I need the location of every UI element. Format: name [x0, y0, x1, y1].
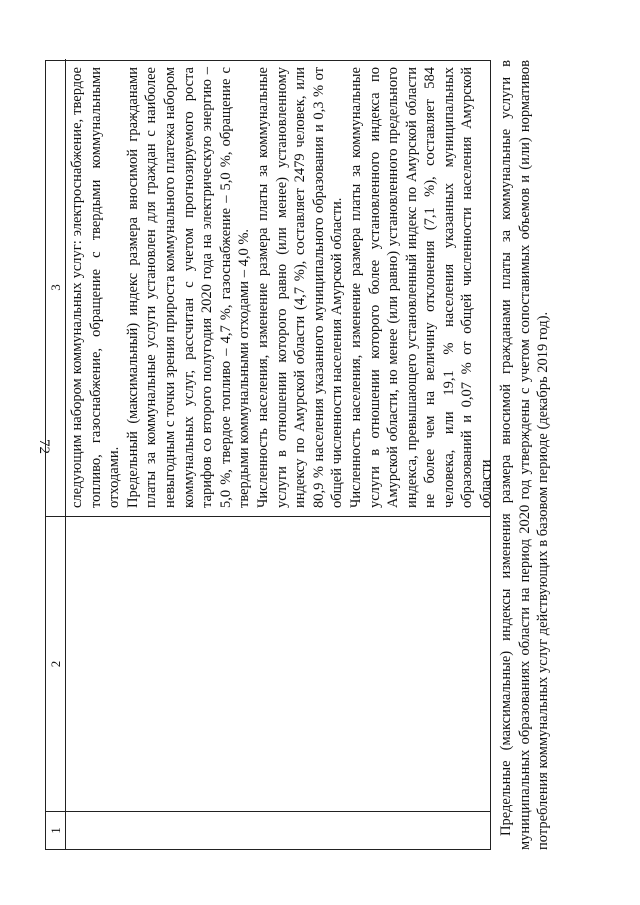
- data-table: [45, 60, 495, 850]
- page-number: 72: [36, 439, 52, 454]
- table-header-col-2: 2: [46, 516, 66, 811]
- paragraph-max-index: Предельный (максимальный) индекс размера вносимой гражданами платы за коммунальные услуги установлен для граждан с наиболее невыгодным с точки зрения прироста коммунального платежа набором коммунальных услуг, рассчитан с учетом прогнозируемого роста тарифов со второго полугодия 2020 года на электрическую энергию – 5,0 %, твердое топливо – 4,7 %, газоснабжение – 5,0 %, обращение с твердыми коммунальными отходами – 4,0 %.: [124, 67, 253, 508]
- table-header-col-1: 1: [46, 811, 66, 849]
- rotated-content: [45, 60, 595, 850]
- footnote: Предельные (максимальные) индексы изменения размера вносимой гражданами платы за коммунальные услуги в муниципальных образованиях области на период 2020 год утверждены с учетом сопоставимых объемов и (или) нормативов потребления коммунальных услуг действующих в базовом периоде (декабрь 2019 год).: [498, 60, 552, 850]
- table-cell-col-2: [66, 516, 490, 811]
- table-cell-col-3: [66, 61, 495, 516]
- paragraph-population-above: Численность населения, изменение размера платы за коммунальные услуги в отношении которого более установленного индекса по Амурской области, но менее (или равно) установленного предельного индекса, превышающего установленный индекс по Амурской области не более чем на величину отклонения (7,1 %), составляет 584 человека, или 19,1 % населения указанных муниципальных образований и 0,07 % от общей численности населения Амурской области: [347, 67, 495, 508]
- table-cell-col-1: [66, 811, 490, 849]
- paragraph-utility-set: следующим набором коммунальных услуг: электроснабжение, твердое топливо, газоснабжение, обращение с твердыми коммунальными отходами.: [69, 67, 123, 508]
- paragraph-population-equal: Численность населения, изменение размера платы за коммунальные услуги в отношении которого равно (или менее) установленному индексу по Амурской области (4,7 %), составляет 2479 человек, или 80,9 % населения указанного муниципального образования и 0,3 % от общей численности населения Амурской области.: [254, 67, 346, 508]
- table-header-col-3: 3: [46, 59, 66, 516]
